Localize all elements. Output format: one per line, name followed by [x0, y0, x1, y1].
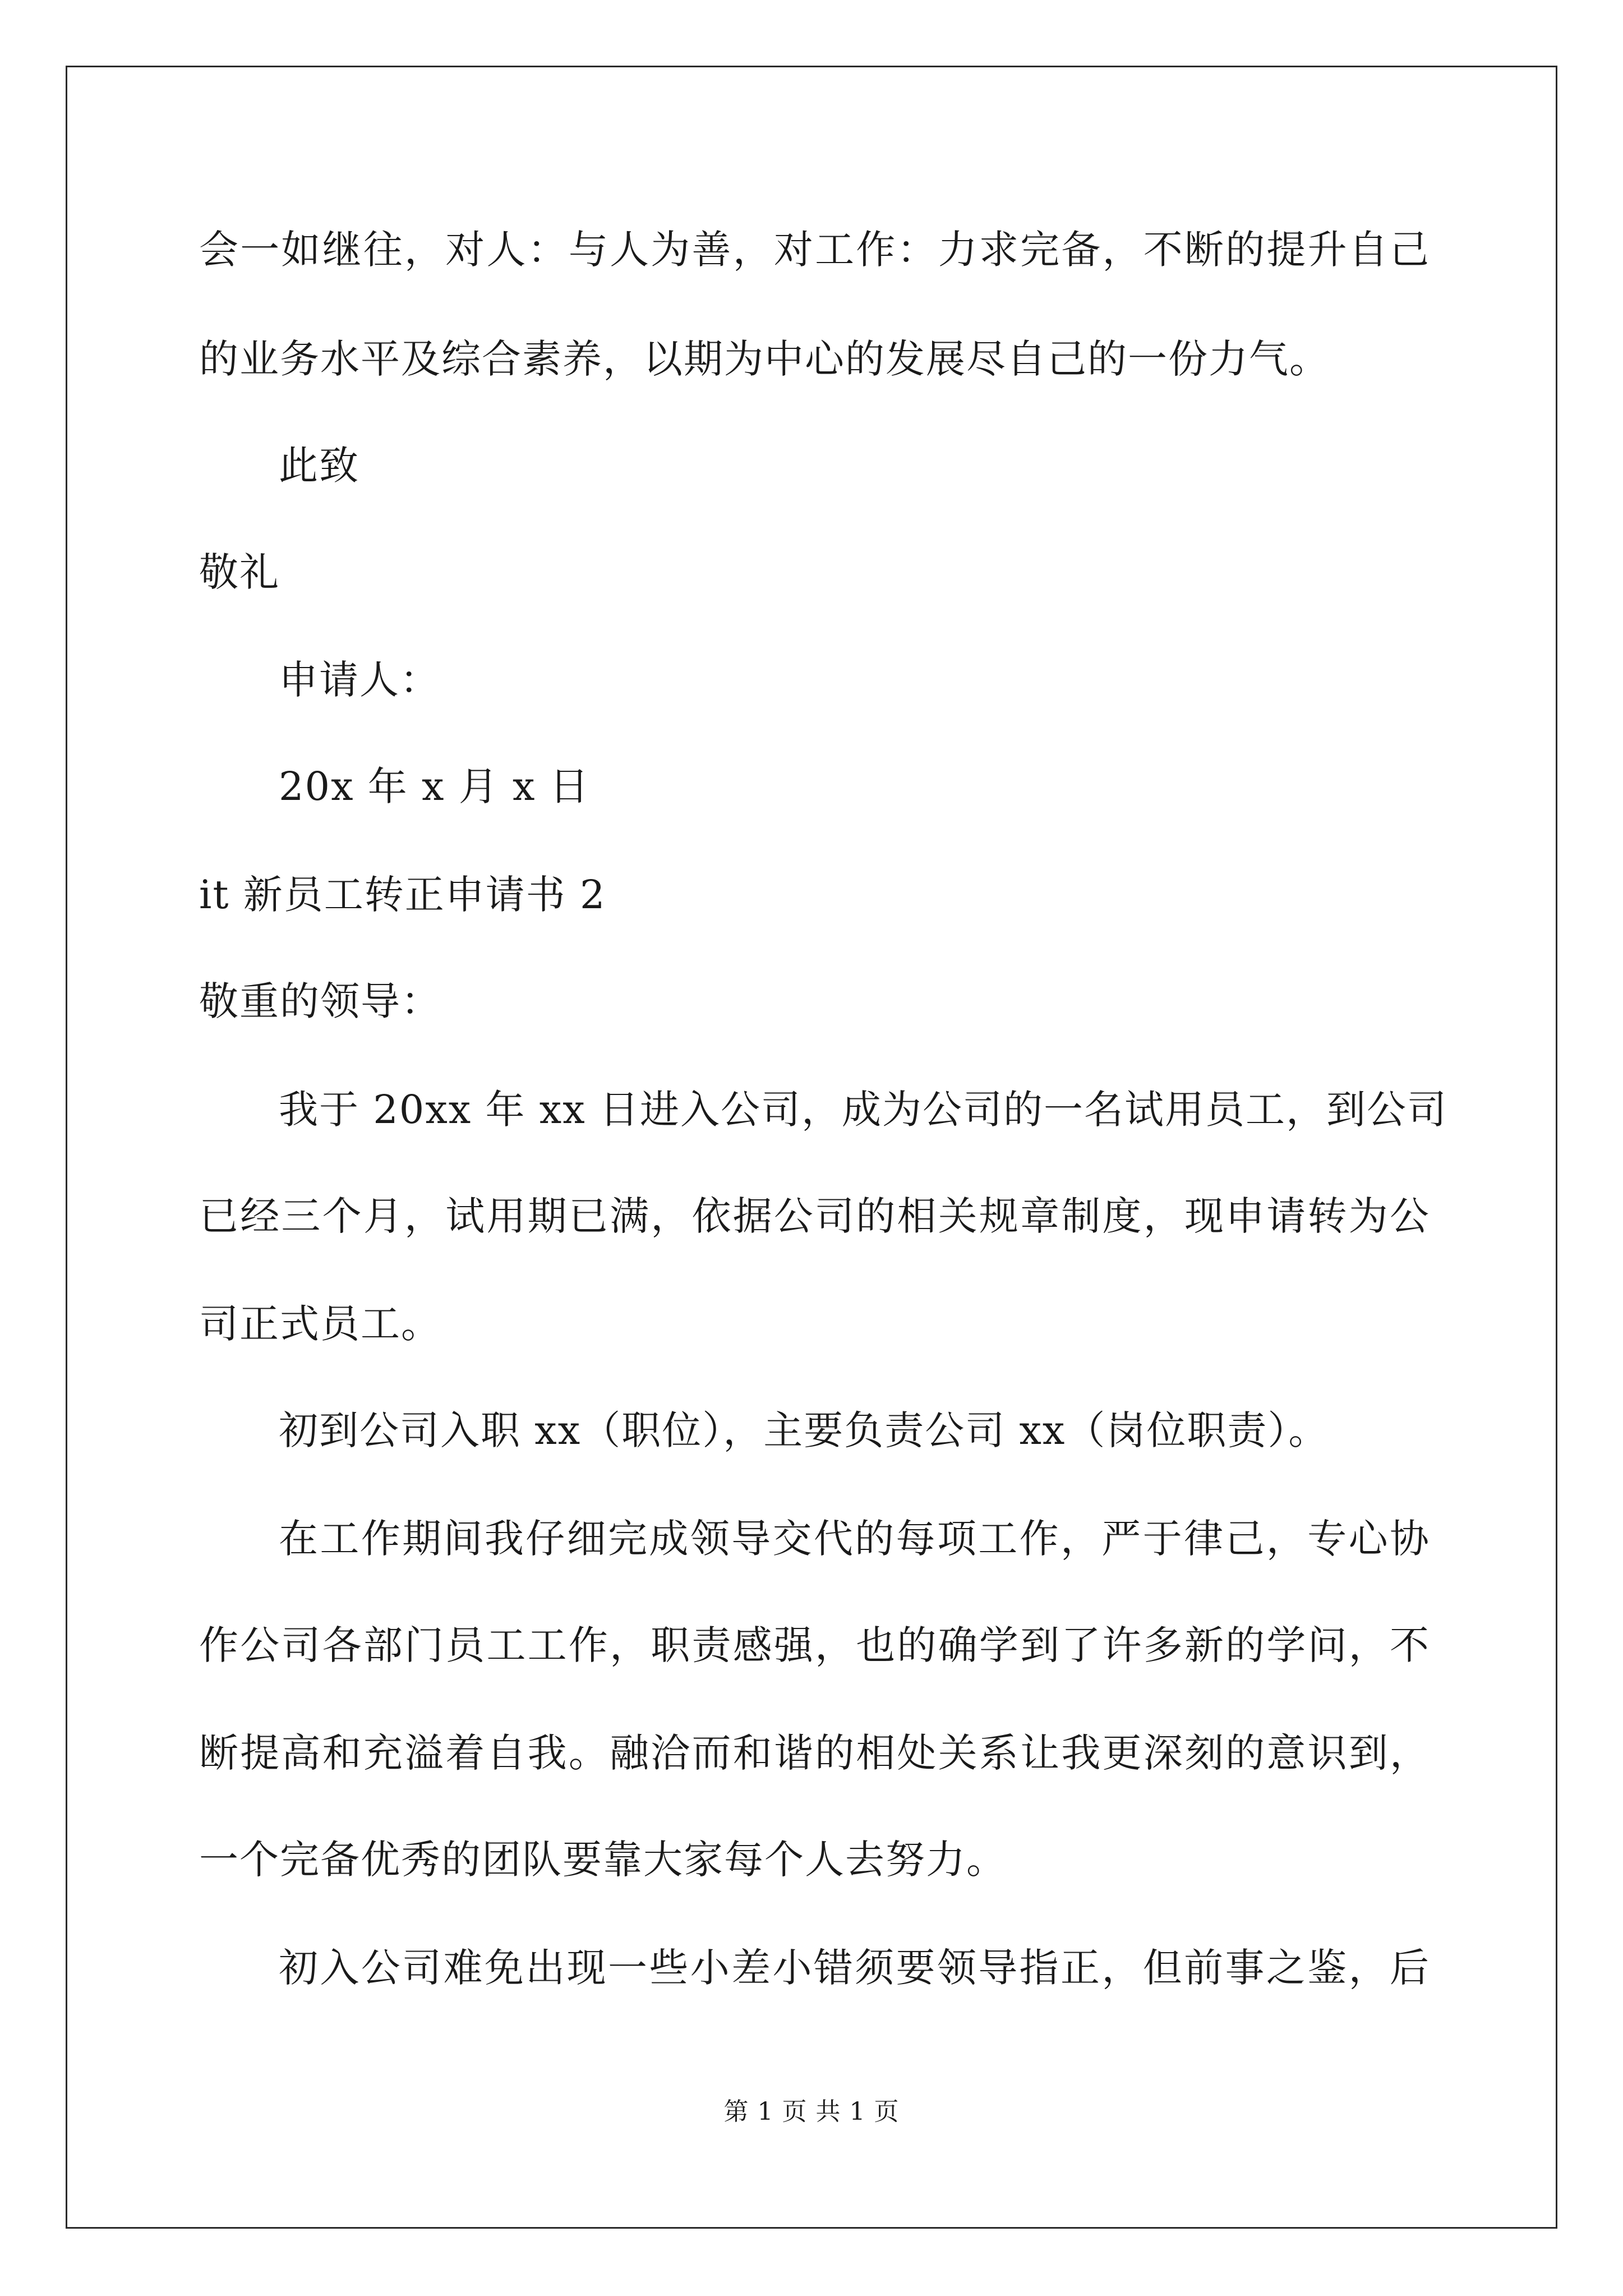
applicant-label: 申请人：	[279, 657, 440, 703]
paragraph-1-line-2: 已经三个月，试用期已满，依据公司的相关规章制度，现申请转为公	[199, 1193, 1430, 1239]
section-title: it 新员工转正申请书 2	[199, 872, 606, 918]
paragraph-1-line-1: 我于 20xx 年 xx 日进入公司，成为公司的一名试用员工，到公司	[279, 1087, 1447, 1133]
body-line-1: 会一如继往，对人：与人为善，对工作：力求完备，不断的提升自己	[199, 227, 1430, 273]
paragraph-3-line-4: 一个完备优秀的团队要靠大家每个人去努力。	[199, 1837, 1007, 1883]
greeting: 敬重的领导：	[199, 978, 441, 1024]
paragraph-3-line-1: 在工作期间我仔细完成领导交代的每项工作，严于律己，专心协	[279, 1516, 1430, 1562]
paragraph-2-line-1: 初到公司入职 xx（职位），主要负责公司 xx（岗位职责）。	[279, 1407, 1329, 1453]
date-line: 20x 年 x 月 x 日	[279, 763, 590, 809]
closing-salutation: 此致	[279, 443, 359, 489]
closing-regards: 敬礼	[199, 549, 280, 595]
body-line-2: 的业务水平及综合素养，以期为中心的发展尽自己的一份力气。	[199, 336, 1330, 382]
paragraph-1-line-3: 司正式员工。	[199, 1301, 441, 1347]
paragraph-3-line-2: 作公司各部门员工工作，职责感强，也的确学到了许多新的学问，不	[199, 1622, 1430, 1668]
page-number-footer: 第 1 页 共 1 页	[723, 2097, 900, 2126]
page-border	[66, 66, 1557, 2229]
paragraph-3-line-3: 断提高和充溢着自我。融洽而和谐的相处关系让我更深刻的意识到，	[199, 1730, 1430, 1776]
paragraph-4-line-1: 初入公司难免出现一些小差小错须要领导指正，但前事之鉴，后	[279, 1945, 1430, 1991]
